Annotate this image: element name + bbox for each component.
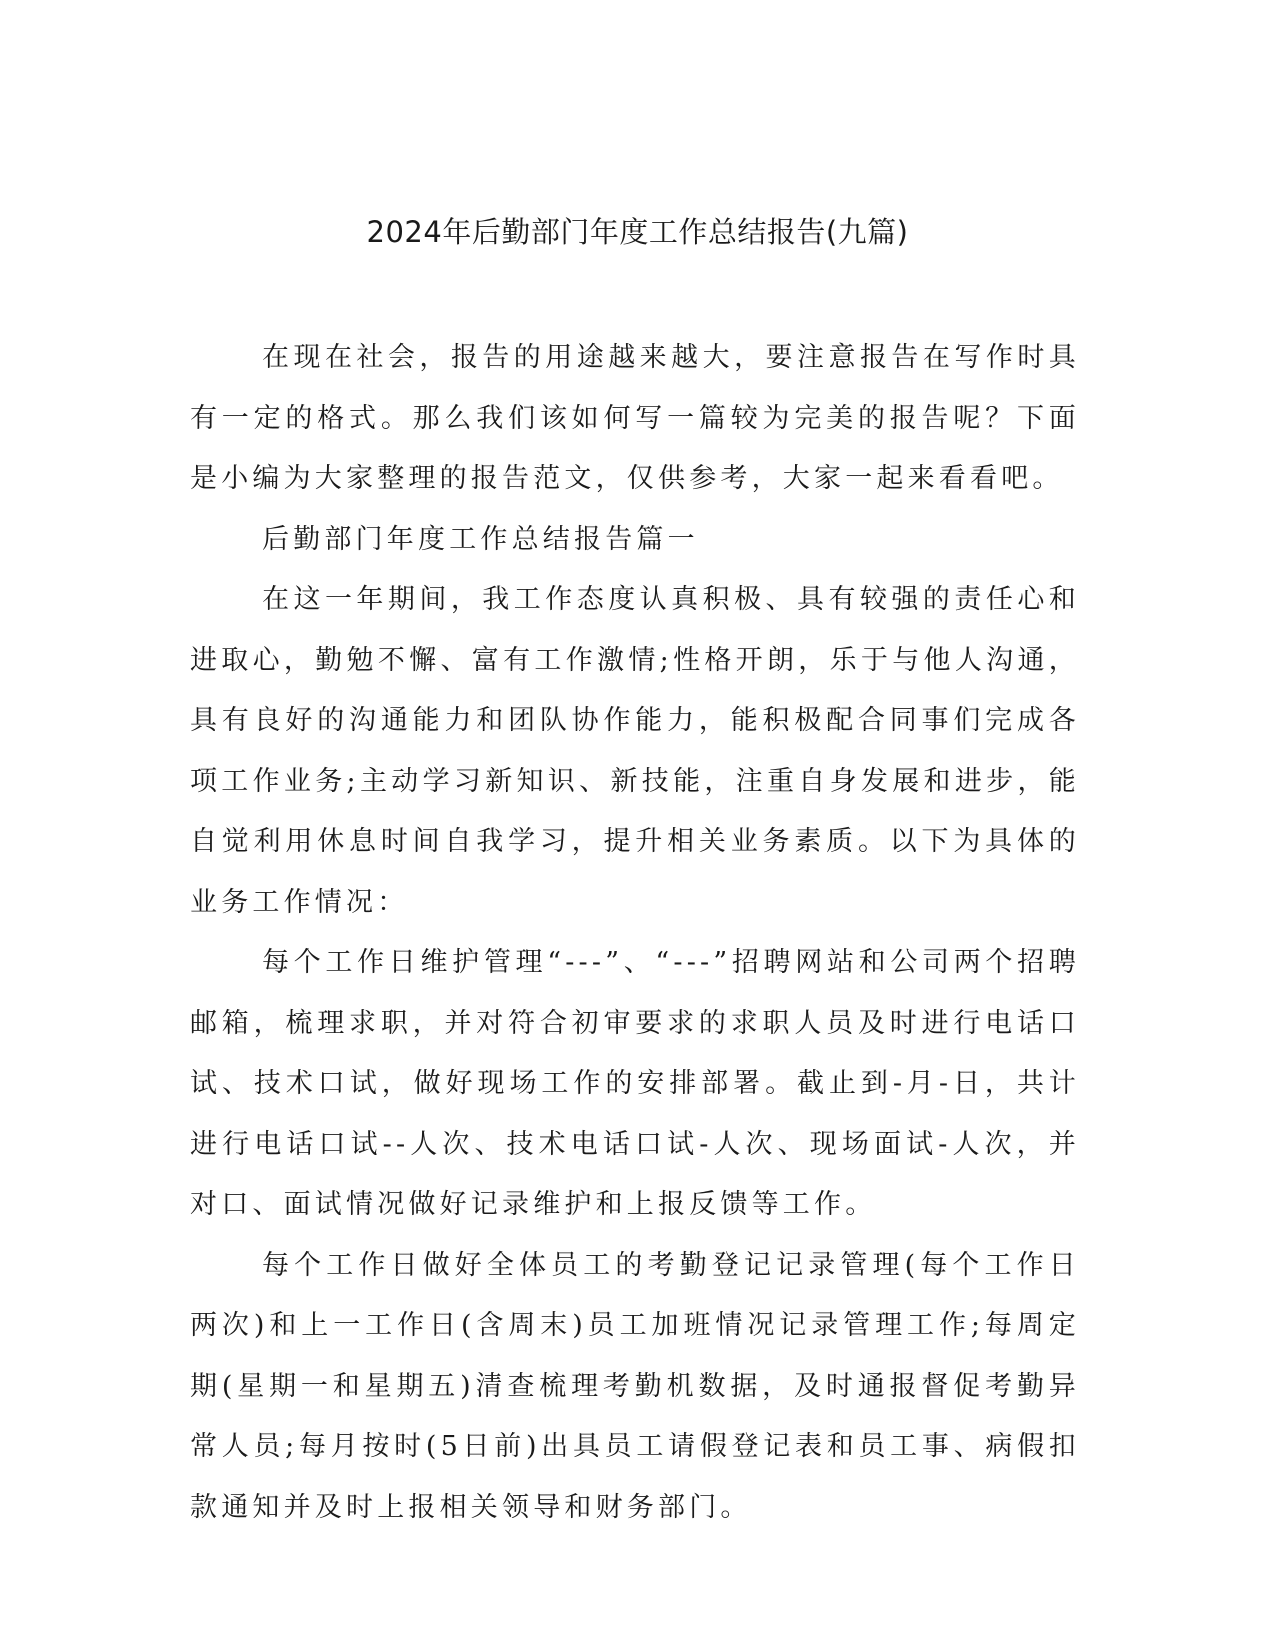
- body-paragraph-recruitment: 每个工作日维护管理“---”、“---”招聘网站和公司两个招聘邮箱，梳理求职，并对符合初审要求的求职人员及时进行电话口试、技术口试，做好现场工作的安排部署。截止到-月-日，共计进行电话口试--人次、技术电话口试-人次、现场面试-人次，并对口、面试情况做好记录维护和上报反馈等工作。: [190, 947, 1080, 1220]
- intro-paragraph: 在现在社会，报告的用途越来越大，要注意报告在写作时具有一定的格式。那么我们该如何写一篇较为完美的报告呢？下面是小编为大家整理的报告范文，仅供参考，大家一起来看看吧。: [190, 342, 1080, 494]
- document-body: [190, 328, 1080, 1538]
- body-paragraph-attendance: 每个工作日做好全体员工的考勤登记记录管理(每个工作日两次)和上一工作日(含周末)员工加班情况记录管理工作;每周定期(星期一和星期五)清查梳理考勤机数据，及时通报督促考勤异常人员;每月按时(5日前)出具员工请假登记表和员工事、病假扣款通知并及时上报相关领导和财务部门。: [190, 1249, 1080, 1523]
- body-paragraph-attitude: 在这一年期间，我工作态度认真积极、具有较强的责任心和进取心，勤勉不懈、富有工作激情;性格开朗，乐于与他人沟通，具有良好的沟通能力和团队协作能力，能积极配合同事们完成各项工作业务;主动学习新知识、新技能，注重自身发展和进步，能自觉利用休息时间自我学习，提升相关业务素质。以下为具体的业务工作情况：: [190, 584, 1080, 918]
- document-title: 2024年后勤部门年度工作总结报告(九篇): [366, 215, 909, 249]
- section-heading-part-one: 后勤部门年度工作总结报告篇一: [262, 523, 699, 555]
